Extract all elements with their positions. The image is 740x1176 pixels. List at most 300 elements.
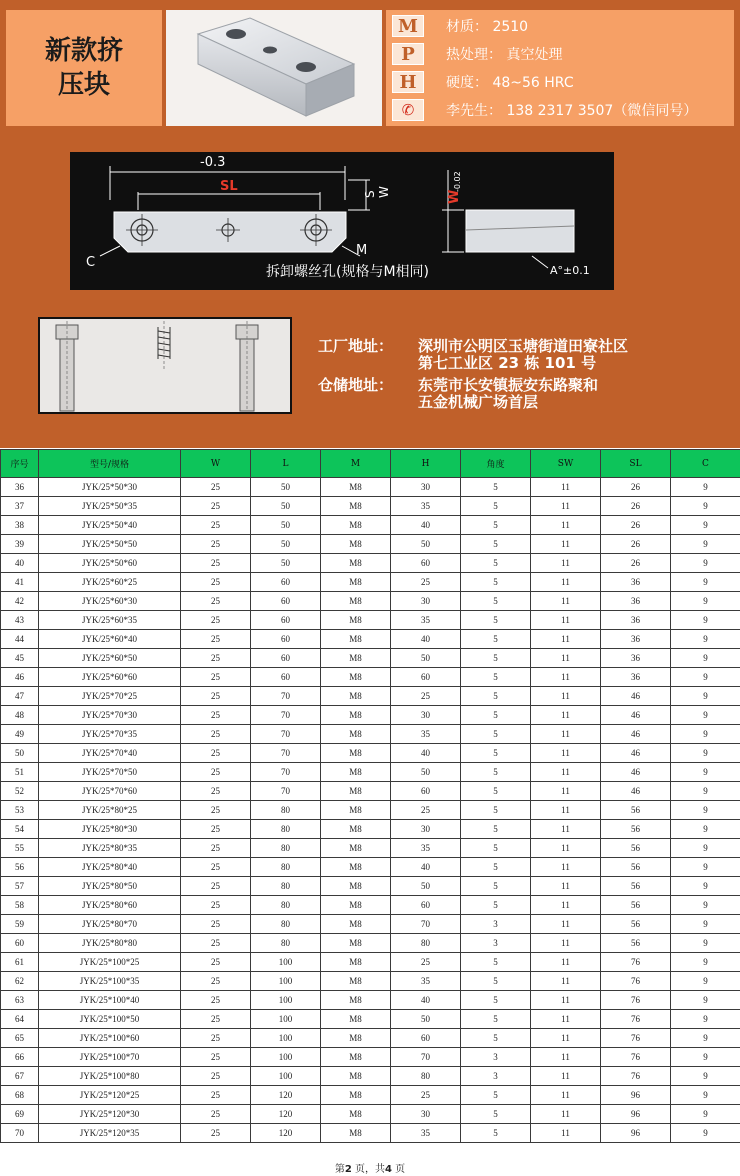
table-header-cell: M	[321, 450, 391, 478]
table-cell: 65	[1, 1029, 39, 1048]
table-cell: M8	[321, 934, 391, 953]
table-cell: JYK/25*80*25	[39, 801, 181, 820]
table-cell: 11	[531, 1010, 601, 1029]
table-cell: 120	[251, 1086, 321, 1105]
label-angle: A°±0.1	[550, 264, 590, 277]
table-row	[1, 896, 740, 915]
table-cell: 25	[181, 1029, 251, 1048]
table-cell: 5	[461, 649, 531, 668]
table-cell: 5	[461, 1010, 531, 1029]
table-cell: 25	[181, 1124, 251, 1143]
table-cell: 35	[391, 725, 461, 744]
table-cell: M8	[321, 687, 391, 706]
material-m-icon: M	[392, 15, 424, 37]
table-cell: 35	[391, 972, 461, 991]
table-cell: M8	[321, 668, 391, 687]
table-cell: 70	[251, 744, 321, 763]
table-cell: 9	[671, 744, 740, 763]
table-cell: 30	[391, 592, 461, 611]
table-cell: 11	[531, 801, 601, 820]
page-footer	[0, 1160, 740, 1175]
table-cell: 11	[531, 1086, 601, 1105]
table-cell: 25	[181, 801, 251, 820]
cross-section-drawing	[38, 317, 292, 414]
table-row	[1, 1067, 740, 1086]
table-cell: 9	[671, 687, 740, 706]
spec-contact	[392, 98, 697, 122]
table-cell: 25	[181, 706, 251, 725]
table-row	[1, 611, 740, 630]
table-cell: 9	[671, 573, 740, 592]
dim-w-side-label: W	[447, 189, 462, 204]
table-cell: M8	[321, 763, 391, 782]
table-cell: M8	[321, 801, 391, 820]
table-cell: JYK/25*60*40	[39, 630, 181, 649]
table-header-cell: L	[251, 450, 321, 478]
table-cell: 3	[461, 1067, 531, 1086]
table-cell: 5	[461, 877, 531, 896]
table-cell: 11	[531, 896, 601, 915]
table-cell: JYK/25*70*40	[39, 744, 181, 763]
table-cell: 80	[391, 1067, 461, 1086]
table-cell: M8	[321, 1105, 391, 1124]
cross-section-svg	[40, 319, 290, 412]
table-cell: 9	[671, 630, 740, 649]
table-cell: 5	[461, 1105, 531, 1124]
table-cell: 100	[251, 953, 321, 972]
table-cell: 50	[251, 497, 321, 516]
table-cell: 68	[1, 1086, 39, 1105]
table-cell: JYK/25*60*50	[39, 649, 181, 668]
table-cell: M8	[321, 1086, 391, 1105]
table-cell: 9	[671, 839, 740, 858]
table-cell: JYK/25*120*30	[39, 1105, 181, 1124]
table-cell: 35	[391, 611, 461, 630]
table-cell: 60	[391, 896, 461, 915]
table-cell: 5	[461, 611, 531, 630]
table-cell: 56	[601, 934, 671, 953]
table-cell: 56	[601, 820, 671, 839]
table-cell: 70	[251, 782, 321, 801]
table-row	[1, 1029, 740, 1048]
table-cell: 64	[1, 1010, 39, 1029]
header-banner	[0, 0, 740, 448]
table-cell: 50	[391, 535, 461, 554]
table-cell: 9	[671, 953, 740, 972]
table-cell: 36	[1, 478, 39, 497]
footer-total-pages: 4	[385, 1164, 392, 1175]
table-cell: M8	[321, 744, 391, 763]
spec-material	[392, 14, 528, 38]
dim-tolerance-label: -0.02	[453, 171, 462, 192]
table-cell: 9	[671, 706, 740, 725]
table-cell: 36	[601, 668, 671, 687]
material-text: 材质： 2510	[446, 19, 529, 35]
table-cell: JYK/25*70*50	[39, 763, 181, 782]
table-cell: 5	[461, 782, 531, 801]
table-cell: 63	[1, 991, 39, 1010]
table-cell: 5	[461, 839, 531, 858]
table-cell: 50	[251, 554, 321, 573]
table-cell: 49	[1, 725, 39, 744]
table-cell: M8	[321, 478, 391, 497]
table-cell: 9	[671, 1086, 740, 1105]
table-cell: 50	[1, 744, 39, 763]
table-cell: 11	[531, 497, 601, 516]
diagram-caption: 拆卸螺丝孔(规格与M相同)	[266, 264, 430, 280]
table-cell: 80	[251, 934, 321, 953]
table-cell: M8	[321, 1029, 391, 1048]
table-cell: 100	[251, 991, 321, 1010]
table-cell: 11	[531, 820, 601, 839]
table-row	[1, 687, 740, 706]
table-cell: 25	[181, 554, 251, 573]
table-row	[1, 763, 740, 782]
table-cell: 46	[601, 706, 671, 725]
table-cell: 25	[181, 725, 251, 744]
table-cell: JYK/25*60*25	[39, 573, 181, 592]
hardness-text: 硬度： 48~56 HRC	[446, 75, 574, 91]
table-cell: 46	[1, 668, 39, 687]
table-header-cell: 序号	[1, 450, 39, 478]
table-cell: 54	[1, 820, 39, 839]
table-row	[1, 915, 740, 934]
table-row	[1, 573, 740, 592]
table-cell: 40	[391, 630, 461, 649]
table-cell: 56	[601, 801, 671, 820]
table-cell: 40	[1, 554, 39, 573]
table-cell: 25	[181, 877, 251, 896]
dim-top-label: -0.3	[200, 155, 226, 170]
label-c: C	[86, 255, 96, 270]
table-row	[1, 877, 740, 896]
table-cell: 11	[531, 782, 601, 801]
table-cell: JYK/25*80*60	[39, 896, 181, 915]
table-cell: 25	[181, 573, 251, 592]
table-cell: M8	[321, 896, 391, 915]
table-cell: 70	[391, 915, 461, 934]
table-cell: 9	[671, 877, 740, 896]
table-cell: 5	[461, 763, 531, 782]
table-cell: JYK/25*100*80	[39, 1067, 181, 1086]
table-cell: 80	[251, 896, 321, 915]
table-cell: 25	[181, 668, 251, 687]
table-cell: 35	[391, 1124, 461, 1143]
table-cell: 80	[251, 858, 321, 877]
factory-address-label: 工厂地址：	[318, 337, 394, 355]
table-cell: 80	[251, 839, 321, 858]
table-cell: 56	[601, 877, 671, 896]
hardness-h-icon: H	[392, 71, 424, 93]
table-cell: JYK/25*80*35	[39, 839, 181, 858]
table-cell: 60	[251, 611, 321, 630]
phone-icon: ✆	[392, 99, 424, 121]
table-header-cell: 角度	[461, 450, 531, 478]
table-cell: 50	[251, 535, 321, 554]
table-cell: 96	[601, 1105, 671, 1124]
table-cell: 50	[391, 763, 461, 782]
table-cell: M8	[321, 877, 391, 896]
warehouse-address-label: 仓储地址：	[318, 376, 394, 394]
table-cell: 11	[531, 1029, 601, 1048]
table-cell: M8	[321, 630, 391, 649]
table-cell: 9	[671, 915, 740, 934]
table-cell: JYK/25*60*35	[39, 611, 181, 630]
table-cell: 76	[601, 1067, 671, 1086]
table-cell: 25	[181, 1086, 251, 1105]
title-line-2: 压块	[57, 70, 110, 100]
table-cell: JYK/25*80*70	[39, 915, 181, 934]
table-cell: 5	[461, 858, 531, 877]
table-cell: M8	[321, 573, 391, 592]
table-row	[1, 801, 740, 820]
table-cell: JYK/25*100*40	[39, 991, 181, 1010]
table-cell: 11	[531, 1048, 601, 1067]
table-cell: 76	[601, 1048, 671, 1067]
table-cell: 30	[391, 1105, 461, 1124]
table-row	[1, 858, 740, 877]
product-title	[6, 10, 162, 126]
warehouse-address-line-2: 五金机械广场首层	[418, 393, 539, 411]
factory-address-line-2: 第七工业区 23 栋 101 号	[418, 354, 597, 372]
product-photo	[166, 10, 382, 126]
table-cell: 80	[251, 820, 321, 839]
table-cell: 45	[1, 649, 39, 668]
table-cell: 5	[461, 535, 531, 554]
table-cell: JYK/25*100*25	[39, 953, 181, 972]
table-cell: 25	[181, 478, 251, 497]
table-header-cell: W	[181, 450, 251, 478]
table-cell: 96	[601, 1086, 671, 1105]
table-cell: 11	[531, 630, 601, 649]
table-cell: JYK/25*70*35	[39, 725, 181, 744]
table-cell: M8	[321, 649, 391, 668]
table-cell: 3	[461, 934, 531, 953]
table-cell: M8	[321, 725, 391, 744]
table-cell: 69	[1, 1105, 39, 1124]
table-cell: 70	[391, 1048, 461, 1067]
table-cell: 5	[461, 953, 531, 972]
table-cell: 9	[671, 820, 740, 839]
table-cell: 11	[531, 991, 601, 1010]
table-cell: JYK/25*80*80	[39, 934, 181, 953]
table-cell: 25	[181, 763, 251, 782]
spec-heat-treatment	[392, 42, 562, 66]
table-cell: 25	[391, 1086, 461, 1105]
table-cell: 60	[251, 668, 321, 687]
table-header-cell: SW	[531, 450, 601, 478]
table-cell: 11	[531, 592, 601, 611]
table-cell: 9	[671, 592, 740, 611]
table-cell: 36	[601, 573, 671, 592]
table-cell: 36	[601, 630, 671, 649]
table-cell: 11	[531, 953, 601, 972]
table-row	[1, 725, 740, 744]
table-cell: 80	[251, 801, 321, 820]
table-cell: 56	[601, 839, 671, 858]
table-cell: JYK/25*120*25	[39, 1086, 181, 1105]
table-cell: 5	[461, 744, 531, 763]
table-cell: 25	[181, 592, 251, 611]
dimension-diagram	[70, 152, 614, 290]
dim-s-label: S	[363, 190, 377, 198]
table-row	[1, 782, 740, 801]
table-cell: 30	[391, 706, 461, 725]
table-cell: 11	[531, 1067, 601, 1086]
table-cell: JYK/25*50*60	[39, 554, 181, 573]
table-cell: 5	[461, 820, 531, 839]
table-cell: 26	[601, 516, 671, 535]
table-cell: 60	[251, 630, 321, 649]
table-cell: 50	[251, 478, 321, 497]
contact-text: 李先生： 138 2317 3507（微信同号）	[446, 103, 698, 119]
table-cell: JYK/25*100*70	[39, 1048, 181, 1067]
footer-page-number: 2	[344, 1164, 352, 1175]
table-cell: JYK/25*70*25	[39, 687, 181, 706]
table-cell: 46	[601, 763, 671, 782]
table-cell: 25	[181, 535, 251, 554]
table-row	[1, 516, 740, 535]
table-cell: 46	[601, 725, 671, 744]
table-cell: M8	[321, 554, 391, 573]
table-cell: 11	[531, 763, 601, 782]
table-cell: 100	[251, 972, 321, 991]
table-cell: 25	[181, 896, 251, 915]
table-cell: JYK/25*50*35	[39, 497, 181, 516]
table-cell: 56	[601, 858, 671, 877]
table-cell: 25	[181, 820, 251, 839]
table-cell: 76	[601, 991, 671, 1010]
table-cell: JYK/25*50*30	[39, 478, 181, 497]
table-cell: 52	[1, 782, 39, 801]
table-cell: 100	[251, 1010, 321, 1029]
table-cell: 96	[601, 1124, 671, 1143]
table-cell: 62	[1, 972, 39, 991]
table-cell: 25	[181, 782, 251, 801]
table-cell: 9	[671, 972, 740, 991]
table-cell: 56	[1, 858, 39, 877]
table-cell: JYK/25*80*30	[39, 820, 181, 839]
table-row	[1, 592, 740, 611]
table-cell: 5	[461, 991, 531, 1010]
table-cell: 35	[391, 497, 461, 516]
table-cell: 50	[391, 649, 461, 668]
table-cell: 76	[601, 1029, 671, 1048]
table-cell: 40	[391, 744, 461, 763]
table-cell: 46	[601, 687, 671, 706]
table-cell: 11	[531, 535, 601, 554]
table-cell: 9	[671, 1105, 740, 1124]
table-cell: 25	[181, 839, 251, 858]
table-cell: 76	[601, 972, 671, 991]
table-cell: 46	[601, 744, 671, 763]
table-cell: 70	[251, 706, 321, 725]
table-cell: JYK/25*60*60	[39, 668, 181, 687]
table-cell: 11	[531, 1124, 601, 1143]
table-cell: M8	[321, 535, 391, 554]
table-cell: 25	[181, 1048, 251, 1067]
table-cell: 11	[531, 744, 601, 763]
table-cell: JYK/25*70*30	[39, 706, 181, 725]
table-cell: 39	[1, 535, 39, 554]
table-row	[1, 972, 740, 991]
table-cell: M8	[321, 782, 391, 801]
spec-hardness	[392, 70, 574, 94]
table-cell: 26	[601, 497, 671, 516]
table-cell: M8	[321, 991, 391, 1010]
table-cell: 11	[531, 972, 601, 991]
table-cell: 66	[1, 1048, 39, 1067]
table-cell: 42	[1, 592, 39, 611]
table-cell: JYK/25*60*30	[39, 592, 181, 611]
table-cell: 11	[531, 649, 601, 668]
table-header-row	[1, 450, 740, 478]
table-cell: 48	[1, 706, 39, 725]
table-cell: 30	[391, 478, 461, 497]
table-cell: 30	[391, 820, 461, 839]
table-cell: 40	[391, 991, 461, 1010]
table-cell: 5	[461, 630, 531, 649]
table-cell: 80	[251, 915, 321, 934]
table-cell: 40	[391, 516, 461, 535]
table-cell: 35	[391, 839, 461, 858]
warehouse-address-line-1: 东莞市长安镇振安东路聚和	[418, 376, 599, 394]
table-header-cell: SL	[601, 450, 671, 478]
dim-sl-label: SL	[220, 179, 238, 194]
table-cell: 26	[601, 478, 671, 497]
table-cell: 47	[1, 687, 39, 706]
table-cell: 11	[531, 1105, 601, 1124]
table-cell: 25	[181, 1067, 251, 1086]
table-header-cell: 型号/规格	[39, 450, 181, 478]
table-cell: 80	[251, 877, 321, 896]
table-cell: 5	[461, 1086, 531, 1105]
table-cell: 9	[671, 1010, 740, 1029]
table-row	[1, 934, 740, 953]
table-cell: 25	[181, 744, 251, 763]
table-cell: 58	[1, 896, 39, 915]
pressure-block-image	[166, 10, 382, 126]
table-row	[1, 839, 740, 858]
table-cell: 25	[391, 687, 461, 706]
table-cell: 5	[461, 497, 531, 516]
table-cell: 43	[1, 611, 39, 630]
table-cell: 76	[601, 953, 671, 972]
table-cell: M8	[321, 953, 391, 972]
table-cell: JYK/25*100*60	[39, 1029, 181, 1048]
table-cell: 25	[181, 991, 251, 1010]
table-row	[1, 1124, 740, 1143]
table-cell: M8	[321, 1067, 391, 1086]
table-cell: 25	[181, 934, 251, 953]
table-row	[1, 1086, 740, 1105]
table-cell: 11	[531, 687, 601, 706]
table-cell: 9	[671, 497, 740, 516]
table-cell: 76	[601, 1010, 671, 1029]
table-row	[1, 953, 740, 972]
table-row	[1, 1010, 740, 1029]
table-cell: 11	[531, 725, 601, 744]
table-cell: 11	[531, 516, 601, 535]
title-line-1: 新款挤	[44, 36, 123, 66]
table-cell: 60	[251, 649, 321, 668]
table-cell: 25	[391, 953, 461, 972]
table-cell: 5	[461, 1124, 531, 1143]
table-cell: 9	[671, 763, 740, 782]
table-cell: 5	[461, 801, 531, 820]
table-cell: 9	[671, 991, 740, 1010]
table-cell: M8	[321, 592, 391, 611]
